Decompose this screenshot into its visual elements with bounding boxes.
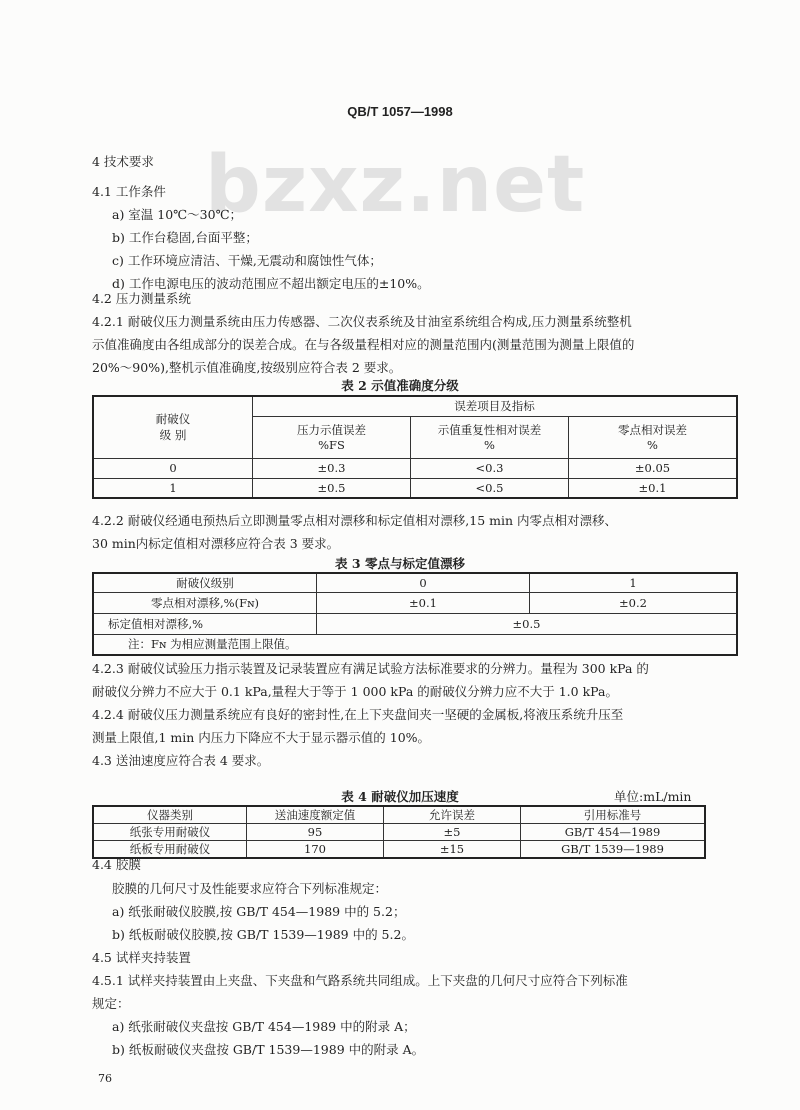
table-header: 零点相对误差 % (569, 416, 738, 458)
table-cell: ±5 (384, 824, 521, 841)
table-header: 引用标准号 (521, 806, 706, 824)
table-3 (92, 572, 738, 656)
table-cell: 纸张专用耐破仪 (93, 824, 247, 841)
paragraph-line: 耐破仪分辨力不应大于 0.1 kPa,量程大于等于 1 000 kPa 的耐破仪分辨力应不大于 1.0 kPa。 (92, 684, 618, 699)
table-cell: ±0.3 (253, 458, 411, 478)
paragraph-line: 示值准确度由各组成部分的误差合成。在与各级量程相对应的测量范围内(测量范围为测量上限值的 (92, 337, 635, 352)
table-cell: ±0.5 (253, 478, 411, 498)
table-row (93, 824, 705, 841)
watermark: bzxz.net (205, 140, 586, 230)
table-row (93, 478, 737, 498)
table-row (93, 573, 737, 592)
section-4-heading: 4 技术要求 (92, 154, 154, 169)
section-4-2-heading: 4.2 压力测量系统 (92, 291, 191, 306)
table-2 (92, 395, 738, 499)
list-item: b) 纸板耐破仪夹盘按 GB/T 1539—1989 中的附录 A。 (112, 1042, 425, 1057)
paragraph-line: 4.2.2 耐破仪经通电预热后立即测量零点相对漂移和标定值相对漂移,15 min 内零点相对漂移、 (92, 513, 618, 528)
table-header: 耐破仪 级 别 (93, 396, 253, 458)
table-cell: ±0.05 (569, 458, 738, 478)
table-4-unit: 单位:mL/min (614, 789, 692, 804)
table-cell: <0.5 (411, 478, 569, 498)
table-3-caption: 表 3 零点与标定值漂移 (335, 556, 465, 571)
paragraph-line: 规定： (92, 996, 130, 1011)
paragraph-line: 测量上限值,1 min 内压力下降应不大于显示器示值的 10%。 (92, 730, 431, 745)
table-cell: GB/T 1539—1989 (521, 841, 706, 859)
table-4 (92, 805, 706, 859)
list-item: d) 工作电源电压的波动范围应不超出额定电压的±10%。 (112, 276, 430, 291)
table-cell: 标定值相对漂移,% (93, 613, 317, 634)
table-cell: 0 (93, 458, 253, 478)
list-item: a) 纸张耐破仪夹盘按 GB/T 454—1989 中的附录 A； (112, 1019, 416, 1034)
section-4-1-heading: 4.1 工作条件 (92, 184, 166, 199)
table-header: 仪器类别 (93, 806, 247, 824)
table-header: 0 (317, 573, 530, 592)
paragraph-line: 4.2.1 耐破仪压力测量系统由压力传感器、二次仪表系统及甘油室系统组合构成,压力测量系统整机 (92, 314, 632, 329)
table-cell: GB/T 454—1989 (521, 824, 706, 841)
table-header: 误差项目及指标 (253, 396, 738, 416)
table-cell: <0.3 (411, 458, 569, 478)
section-4-4-heading: 4.4 胶膜 (92, 857, 141, 872)
page-header: QB/T 1057—1998 (347, 104, 453, 119)
table-cell: 1 (93, 478, 253, 498)
table-header: 示值重复性相对误差 % (411, 416, 569, 458)
list-item: a) 室温 10℃～30℃； (112, 207, 243, 222)
paragraph-line: 4.2.3 耐破仪试验压力指示装置及记录装置应有满足试验方法标准要求的分辨力。量程为 300 kPa 的 (92, 661, 649, 676)
table-cell: 零点相对漂移,%(Fɴ) (93, 592, 317, 613)
table-cell: ±0.1 (569, 478, 738, 498)
page-number: 76 (98, 1072, 112, 1085)
table-header: 耐破仪级别 (93, 573, 317, 592)
paragraph-line: 20%～90%),整机示值准确度,按级别应符合表 2 要求。 (92, 360, 402, 375)
paragraph-line: 4.2.4 耐破仪压力测量系统应有良好的密封性,在上下夹盘间夹一坚硬的金属板,将液压系统升压至 (92, 707, 624, 722)
table-row (93, 592, 737, 613)
table-2-caption: 表 2 示值准确度分级 (341, 378, 459, 393)
table-header: 1 (530, 573, 738, 592)
table-header: 压力示值误差 %FS (253, 416, 411, 458)
table-row (93, 806, 705, 824)
table-row (93, 613, 737, 634)
paragraph-line: 30 min内标定值相对漂移应符合表 3 要求。 (92, 536, 340, 551)
table-cell: 95 (247, 824, 384, 841)
list-item: a) 纸张耐破仪胶膜,按 GB/T 454—1989 中的 5.2； (112, 904, 406, 919)
list-item: b) 纸板耐破仪胶膜,按 GB/T 1539—1989 中的 5.2。 (112, 927, 414, 942)
table-row (93, 841, 705, 859)
list-item: b) 工作台稳固,台面平整； (112, 230, 258, 245)
table-cell: 170 (247, 841, 384, 859)
table-cell: ±15 (384, 841, 521, 859)
section-4-5-heading: 4.5 试样夹持装置 (92, 950, 191, 965)
table-cell: ±0.5 (317, 613, 738, 634)
table-row (93, 458, 737, 478)
table-header: 允许误差 (384, 806, 521, 824)
list-item: c) 工作环境应清洁、干燥,无震动和腐蚀性气体； (112, 253, 382, 268)
table-note: 注：Fɴ 为相应测量范围上限值。 (93, 634, 737, 655)
table-cell: ±0.2 (530, 592, 738, 613)
table-header: 送油速度额定值 (247, 806, 384, 824)
paragraph-line: 4.5.1 试样夹持装置由上夹盘、下夹盘和气路系统共同组成。上下夹盘的几何尺寸应符合下列标准 (92, 973, 628, 988)
table-cell: ±0.1 (317, 592, 530, 613)
section-4-3: 4.3 送油速度应符合表 4 要求。 (92, 753, 270, 768)
table-note-row (93, 634, 737, 655)
paragraph-line: 胶膜的几何尺寸及性能要求应符合下列标准规定： (112, 881, 388, 896)
table-4-caption: 表 4 耐破仪加压速度 (341, 789, 459, 804)
table-cell: 纸板专用耐破仪 (93, 841, 247, 859)
